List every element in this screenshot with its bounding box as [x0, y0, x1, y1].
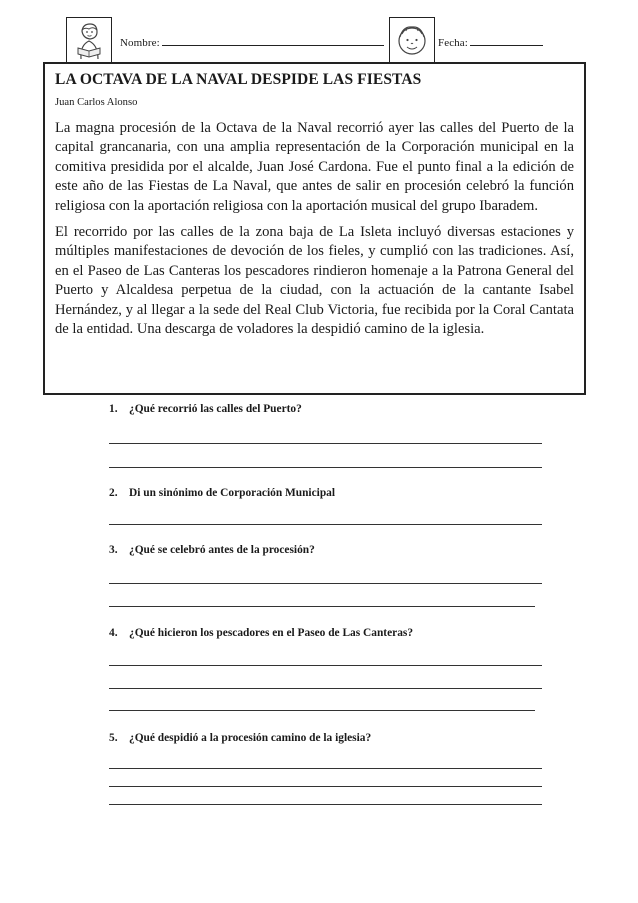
- question-text: ¿Qué se celebró antes de la procesión?: [129, 544, 315, 556]
- question-text: ¿Qué recorrió las calles del Puerto?: [129, 403, 302, 415]
- answer-line[interactable]: [109, 583, 542, 584]
- question-4: [109, 627, 413, 639]
- answer-line[interactable]: [109, 688, 542, 689]
- answer-line[interactable]: [109, 786, 542, 787]
- question-text: ¿Qué hicieron los pescadores en el Paseo de Las Canteras?: [129, 627, 414, 639]
- question-text: ¿Qué despidió a la procesión camino de la iglesia?: [129, 732, 372, 744]
- question-number: 3.: [109, 544, 118, 556]
- name-label: Nombre:: [120, 37, 160, 49]
- date-label: Fecha:: [438, 37, 468, 49]
- answer-line[interactable]: [109, 710, 535, 711]
- worksheet-header: [66, 17, 558, 65]
- article-title: LA OCTAVA DE LA NAVAL DESPIDE LAS FIESTAS: [55, 71, 422, 88]
- question-1: [109, 403, 302, 415]
- girl-reading-icon: [72, 21, 106, 61]
- child-face-icon: [395, 21, 429, 61]
- article-box: [43, 62, 586, 395]
- answer-line[interactable]: [109, 804, 542, 805]
- name-blank[interactable]: [162, 36, 384, 46]
- article-paragraph: La magna procesión de la Octava de la Naval recorrió ayer las calles del Puerto de la capital grancanaria, con una amplia representación de la Corporación municipal en la comitiva presidida por el alcalde, Juan José Cardona. Fue el punto final a la edición de este año de las Fiestas de La Naval, que antes de salir en procesión celebró la función religiosa con la aportación religiosa con la aportación musical del grupo Ibaradem.: [55, 120, 574, 214]
- date-picture-box: [389, 17, 435, 65]
- question-number: 2.: [109, 487, 118, 499]
- date-blank[interactable]: [470, 36, 543, 46]
- answer-line[interactable]: [109, 467, 542, 468]
- article-paragraph: El recorrido por las calles de la zona baja de La Isleta incluyó diversas estaciones y múltiples manifestaciones de devoción de los fieles, y cumplió con las tradiciones. Así, en el Paseo de Las Canteras los pescadores rindieron homenaje a la Patrona General del Puerto y Alcaldesa perpetua de la ciudad, con la actuación de la cantante Isabel Hernández, y al llegar a la sede del Real Club Victoria, fue recibida por la Coral Cantata de la entidad. Una descarga de voladores la despidió camino de la iglesia.: [55, 224, 574, 338]
- question-3: [109, 544, 315, 556]
- date-field[interactable]: [438, 36, 543, 49]
- question-number: 4.: [109, 627, 118, 639]
- question-5: [109, 732, 371, 744]
- answer-line[interactable]: [109, 665, 542, 666]
- student-picture-box: [66, 17, 112, 65]
- question-2: [109, 487, 335, 499]
- answer-line[interactable]: [109, 768, 542, 769]
- question-number: 5.: [109, 732, 118, 744]
- article-author: Juan Carlos Alonso: [55, 97, 138, 108]
- answer-line[interactable]: [109, 606, 535, 607]
- question-number: 1.: [109, 403, 118, 415]
- answer-line[interactable]: [109, 524, 542, 525]
- answer-line[interactable]: [109, 443, 542, 444]
- name-field[interactable]: [120, 36, 384, 49]
- question-text: Di un sinónimo de Corporación Municipal: [129, 487, 336, 499]
